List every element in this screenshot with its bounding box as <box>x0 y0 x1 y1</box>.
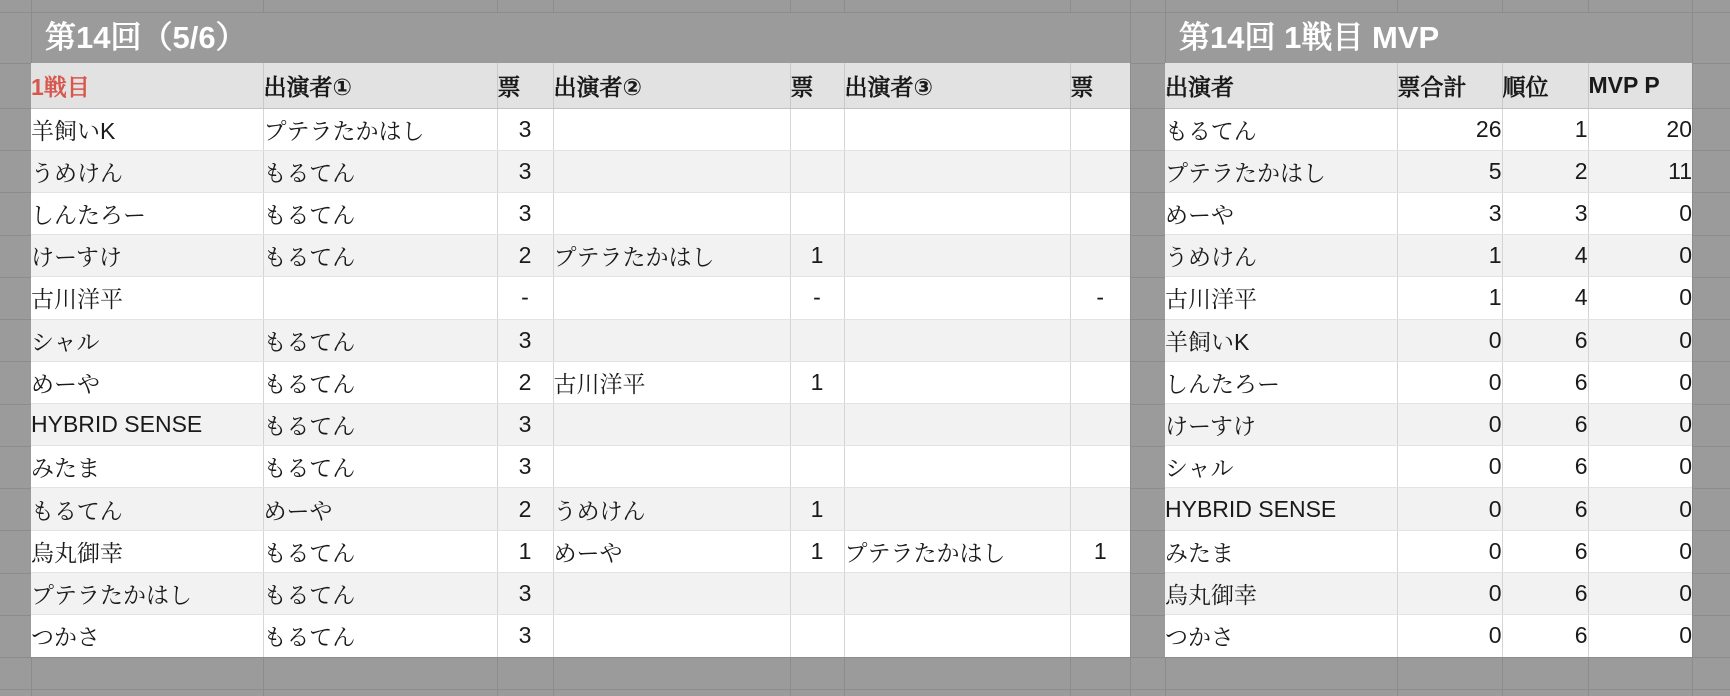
cell[interactable]: 0 <box>1397 530 1502 572</box>
cell[interactable] <box>790 404 844 446</box>
cell[interactable] <box>844 404 1070 446</box>
cell[interactable]: 羊飼いK <box>31 108 263 150</box>
cell[interactable]: もるてん <box>263 530 497 572</box>
cell[interactable]: 1 <box>1070 530 1130 572</box>
cell[interactable]: 3 <box>497 108 553 150</box>
grid-line <box>1130 0 1131 696</box>
table-row <box>1165 446 1692 488</box>
cell[interactable]: 0 <box>1397 404 1502 446</box>
cell[interactable] <box>553 615 790 657</box>
header-row <box>31 63 1130 108</box>
grid-line <box>1070 0 1071 12</box>
cell[interactable]: うめけん <box>553 488 790 530</box>
cell[interactable] <box>844 446 1070 488</box>
cell[interactable] <box>553 108 790 150</box>
cell[interactable]: 0 <box>1588 488 1692 530</box>
left-table-title[interactable]: 第14回（5/6） <box>45 20 247 55</box>
cell[interactable]: みたま <box>1165 530 1397 572</box>
cell[interactable]: 26 <box>1397 108 1502 150</box>
cell[interactable] <box>844 277 1070 319</box>
cell[interactable]: つかさ <box>31 615 263 657</box>
cell[interactable]: 3 <box>497 404 553 446</box>
cell[interactable]: プテラたかはし <box>1165 150 1397 192</box>
cell[interactable]: 6 <box>1502 361 1588 403</box>
cell[interactable] <box>1070 361 1130 403</box>
grid-line <box>553 0 554 12</box>
cell[interactable]: 1 <box>790 235 844 277</box>
grid-line <box>497 657 498 696</box>
cell[interactable]: もるてん <box>263 235 497 277</box>
cell[interactable]: 0 <box>1397 488 1502 530</box>
header-cell[interactable]: 出演者① <box>263 63 497 108</box>
grid-line <box>1588 657 1589 696</box>
cell[interactable]: 羊飼いK <box>1165 319 1397 361</box>
cell[interactable] <box>844 108 1070 150</box>
grid-line <box>1397 0 1398 12</box>
cell[interactable]: プテラたかはし <box>31 572 263 614</box>
cell[interactable]: 0 <box>1588 615 1692 657</box>
cell[interactable]: 20 <box>1588 108 1692 150</box>
round14-votes-table <box>31 63 1130 657</box>
table-row <box>1165 319 1692 361</box>
cell[interactable]: もるてん <box>263 615 497 657</box>
cell[interactable]: シャル <box>1165 446 1397 488</box>
cell[interactable] <box>1070 150 1130 192</box>
cell[interactable] <box>790 108 844 150</box>
cell[interactable]: 烏丸御幸 <box>31 530 263 572</box>
cell[interactable] <box>790 319 844 361</box>
cell[interactable]: めーや <box>263 488 497 530</box>
cell[interactable]: 1 <box>497 530 553 572</box>
table-row <box>31 192 1130 234</box>
cell[interactable]: 4 <box>1502 235 1588 277</box>
cell[interactable]: うめけん <box>1165 235 1397 277</box>
grid-line <box>790 657 791 696</box>
header-cell[interactable]: 票 <box>1070 63 1130 108</box>
grid-line <box>0 689 1730 690</box>
header-cell[interactable]: 票 <box>497 63 553 108</box>
table-row <box>31 404 1130 446</box>
cell[interactable]: 1 <box>1397 277 1502 319</box>
cell[interactable]: 1 <box>1397 235 1502 277</box>
cell[interactable]: 0 <box>1588 404 1692 446</box>
cell[interactable]: 2 <box>1502 150 1588 192</box>
cell[interactable]: - <box>497 277 553 319</box>
grid-line <box>553 657 554 696</box>
table-row <box>31 488 1130 530</box>
cell[interactable]: 0 <box>1397 361 1502 403</box>
cell[interactable] <box>1070 615 1130 657</box>
cell[interactable]: 3 <box>497 192 553 234</box>
cell[interactable]: もるてん <box>31 488 263 530</box>
table-row <box>31 319 1130 361</box>
cell[interactable]: もるてん <box>263 361 497 403</box>
cell[interactable]: シャル <box>31 319 263 361</box>
cell[interactable] <box>844 235 1070 277</box>
cell[interactable] <box>790 192 844 234</box>
cell[interactable]: けーすけ <box>31 235 263 277</box>
table-row <box>1165 361 1692 403</box>
table-row <box>1165 572 1692 614</box>
cell[interactable] <box>1070 404 1130 446</box>
cell[interactable]: 6 <box>1502 446 1588 488</box>
table-row <box>31 572 1130 614</box>
header-cell[interactable]: 出演者 <box>1165 63 1397 108</box>
cell[interactable] <box>553 150 790 192</box>
cell[interactable]: 2 <box>497 361 553 403</box>
cell[interactable]: 古川洋平 <box>553 361 790 403</box>
grid-line <box>1397 657 1398 696</box>
cell[interactable] <box>553 319 790 361</box>
cell[interactable]: 1 <box>790 530 844 572</box>
cell[interactable]: 0 <box>1397 615 1502 657</box>
grid-line <box>1502 0 1503 12</box>
cell[interactable] <box>553 572 790 614</box>
cell[interactable] <box>844 192 1070 234</box>
cell[interactable]: 0 <box>1397 319 1502 361</box>
cell[interactable]: 古川洋平 <box>1165 277 1397 319</box>
cell[interactable] <box>553 446 790 488</box>
grid-line <box>790 0 791 12</box>
cell[interactable]: めーや <box>31 361 263 403</box>
cell[interactable] <box>844 488 1070 530</box>
cell[interactable]: 0 <box>1588 192 1692 234</box>
cell[interactable] <box>790 615 844 657</box>
table-row <box>31 361 1130 403</box>
cell[interactable]: 6 <box>1502 488 1588 530</box>
cell[interactable] <box>1070 192 1130 234</box>
cell[interactable]: 0 <box>1588 277 1692 319</box>
grid-line <box>1502 657 1503 696</box>
cell[interactable]: もるてん <box>263 192 497 234</box>
cell[interactable]: 6 <box>1502 572 1588 614</box>
table-row <box>1165 277 1692 319</box>
table-row <box>1165 235 1692 277</box>
grid-line <box>0 12 1730 13</box>
cell[interactable]: 3 <box>1397 192 1502 234</box>
cell[interactable]: 6 <box>1502 319 1588 361</box>
cell[interactable] <box>844 319 1070 361</box>
header-cell[interactable]: 順位 <box>1502 63 1588 108</box>
cell[interactable] <box>1070 235 1130 277</box>
cell[interactable]: 1 <box>790 488 844 530</box>
cell[interactable]: もるてん <box>263 319 497 361</box>
cell[interactable]: 4 <box>1502 277 1588 319</box>
cell[interactable] <box>553 192 790 234</box>
cell[interactable] <box>1070 446 1130 488</box>
cell[interactable] <box>1070 108 1130 150</box>
cell[interactable]: 3 <box>497 615 553 657</box>
cell[interactable]: うめけん <box>31 150 263 192</box>
cell[interactable]: 3 <box>497 446 553 488</box>
cell[interactable]: みたま <box>31 446 263 488</box>
right-table-title[interactable]: 第14回 1戦目 MVP <box>1179 20 1440 55</box>
table-row <box>31 277 1130 319</box>
cell[interactable]: 11 <box>1588 150 1692 192</box>
table-row <box>31 446 1130 488</box>
cell[interactable]: めーや <box>553 530 790 572</box>
cell[interactable]: 3 <box>497 150 553 192</box>
cell[interactable]: 0 <box>1588 235 1692 277</box>
cell[interactable] <box>844 361 1070 403</box>
table-row <box>1165 192 1692 234</box>
table-row <box>1165 404 1692 446</box>
grid-line <box>1588 0 1589 12</box>
cell[interactable] <box>553 404 790 446</box>
cell[interactable]: しんたろー <box>31 192 263 234</box>
cell[interactable]: 6 <box>1502 530 1588 572</box>
cell[interactable]: つかさ <box>1165 615 1397 657</box>
cell[interactable]: 3 <box>497 572 553 614</box>
table-row <box>1165 108 1692 150</box>
round14-mvp-table <box>1165 63 1692 657</box>
header-cell[interactable]: 1戦目 <box>31 63 263 108</box>
table-row <box>1165 150 1692 192</box>
cell[interactable]: 0 <box>1588 361 1692 403</box>
grid-line <box>263 657 264 696</box>
table-row <box>31 150 1130 192</box>
cell[interactable] <box>790 150 844 192</box>
cell[interactable]: もるてん <box>263 150 497 192</box>
cell[interactable]: 0 <box>1588 572 1692 614</box>
header-cell[interactable]: 出演者② <box>553 63 790 108</box>
table-row <box>1165 615 1692 657</box>
cell[interactable]: 烏丸御幸 <box>1165 572 1397 614</box>
cell[interactable]: 5 <box>1397 150 1502 192</box>
cell[interactable] <box>553 277 790 319</box>
header-cell[interactable]: 票 <box>790 63 844 108</box>
table-row <box>1165 530 1692 572</box>
table-row <box>31 615 1130 657</box>
header-row <box>1165 63 1692 108</box>
grid-line <box>844 657 845 696</box>
cell[interactable]: プテラたかはし <box>844 530 1070 572</box>
cell[interactable]: 1 <box>1502 108 1588 150</box>
cell[interactable]: 0 <box>1588 446 1692 488</box>
cell[interactable]: HYBRID SENSE <box>1165 488 1397 530</box>
cell[interactable]: 1 <box>790 361 844 403</box>
header-cell[interactable]: 票合計 <box>1397 63 1502 108</box>
cell[interactable]: 3 <box>497 319 553 361</box>
table-row <box>1165 488 1692 530</box>
cell[interactable]: 0 <box>1397 572 1502 614</box>
cell[interactable]: 0 <box>1588 319 1692 361</box>
cell[interactable]: 古川洋平 <box>31 277 263 319</box>
grid-line <box>1070 657 1071 696</box>
cell[interactable]: もるてん <box>263 404 497 446</box>
cell[interactable]: 0 <box>1588 530 1692 572</box>
cell[interactable]: 2 <box>497 235 553 277</box>
cell[interactable] <box>790 446 844 488</box>
table-row <box>31 108 1130 150</box>
table-row <box>31 235 1130 277</box>
grid-line <box>263 0 264 12</box>
cell[interactable]: もるてん <box>263 572 497 614</box>
cell[interactable]: もるてん <box>263 446 497 488</box>
cell[interactable]: けーすけ <box>1165 404 1397 446</box>
cell[interactable]: - <box>1070 277 1130 319</box>
cell[interactable]: - <box>790 277 844 319</box>
cell[interactable]: 3 <box>1502 192 1588 234</box>
cell[interactable]: めーや <box>1165 192 1397 234</box>
cell[interactable]: 2 <box>497 488 553 530</box>
cell[interactable] <box>263 277 497 319</box>
grid-line <box>0 657 1730 658</box>
cell[interactable] <box>844 150 1070 192</box>
cell[interactable]: プテラたかはし <box>553 235 790 277</box>
cell[interactable] <box>844 572 1070 614</box>
header-cell[interactable]: MVP P <box>1588 63 1692 108</box>
cell[interactable] <box>1070 572 1130 614</box>
cell[interactable]: プテラたかはし <box>263 108 497 150</box>
cell[interactable]: しんたろー <box>1165 361 1397 403</box>
cell[interactable]: HYBRID SENSE <box>31 404 263 446</box>
cell[interactable] <box>1070 488 1130 530</box>
cell[interactable]: 6 <box>1502 404 1588 446</box>
cell[interactable] <box>844 615 1070 657</box>
cell[interactable]: もるてん <box>1165 108 1397 150</box>
table-row <box>31 530 1130 572</box>
grid-line <box>1692 0 1693 696</box>
cell[interactable] <box>1070 319 1130 361</box>
grid-line <box>497 0 498 12</box>
grid-line <box>844 0 845 12</box>
cell[interactable] <box>790 572 844 614</box>
header-cell[interactable]: 出演者③ <box>844 63 1070 108</box>
cell[interactable]: 6 <box>1502 615 1588 657</box>
cell[interactable]: 0 <box>1397 446 1502 488</box>
